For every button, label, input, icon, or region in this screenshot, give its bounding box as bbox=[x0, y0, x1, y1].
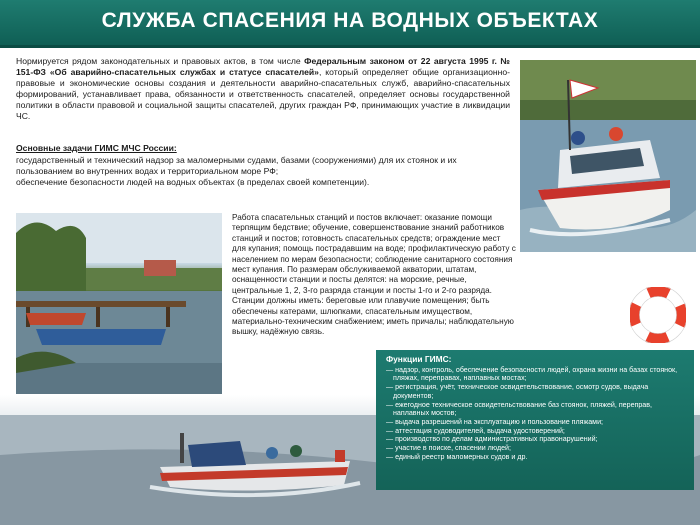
tasks-line-1: государственный и технический надзор за маломерными судами, базами (сооружениями) для их стоянок и их пользованием во внутренних водах и территориальном море РФ; bbox=[16, 154, 457, 176]
functions-title: Функции ГИМС: bbox=[386, 354, 452, 364]
rescue-boat-photo bbox=[520, 60, 696, 252]
functions-item: — выдача разрешений на эксплуатацию и пользование пляжами; bbox=[386, 417, 603, 426]
intro-text-before: Нормируется рядом законодательных и правовых актов, в том числе bbox=[16, 56, 305, 66]
tasks-section bbox=[16, 143, 510, 188]
lifebuoy-icon bbox=[630, 287, 686, 343]
header-banner bbox=[0, 0, 700, 48]
stations-paragraph-1: Работа спасательных станций и постов включает: оказание помощи терпящим бедствие; обучение, совершенствование знаний работников станций и постов; готовность спасательных средств; ограждение мест для купания; помощь пострадавшим на воде; профилактическую работу с населением по мерам безопасности; соблюдение санитарного состояния мест купания. По размерам обслуживаемой акватории, штатам, оснащенности станции и посты делятся: на морские, речные, центральные 1, 2, 3-го разряда станции и посты 1-го и 2-го разряда. bbox=[232, 213, 516, 295]
stations-section bbox=[232, 213, 516, 338]
functions-panel bbox=[376, 350, 694, 490]
page-title: СЛУЖБА СПАСЕНИЯ НА ВОДНЫХ ОБЪЕКТАХ bbox=[101, 9, 599, 32]
functions-item: — единый реестр маломерных судов и др. bbox=[386, 452, 528, 461]
intro-text-after: , который определяет общие организационно-правовые и экономические основы создания и деятельности аварийно-спасательных служб, аварийно-спасательных формирований, устанавливает права, обязанности и ответственность спасателей, определяет основы государственной политики в области правовой и социальной защиты спасателей, других граждан РФ, принимающих участие в ликвидации ЧС. bbox=[16, 66, 510, 121]
tasks-line-2: обеспечение безопасности людей на водных объектах (в пределах своей компетенции). bbox=[16, 176, 370, 187]
pier-photo bbox=[16, 213, 222, 394]
rescue-boat-illustration bbox=[520, 60, 696, 252]
rescue-station-pier-illustration bbox=[16, 213, 222, 394]
functions-item: — участие в поиске, спасении людей; bbox=[386, 444, 511, 453]
intro-paragraph bbox=[16, 56, 510, 121]
functions-item: — ежегодное техническое освидетельствование баз стоянок, пляжей, переправ, наплавных мостов; bbox=[386, 400, 652, 418]
tasks-heading: Основные задачи ГИМС МЧС России: bbox=[16, 143, 177, 153]
functions-item: — аттестация судоводителей, выдача удостоверений; bbox=[386, 426, 565, 435]
stations-paragraph-2: Станции должны иметь: береговые или плавучие помещения; быть обеспечены катерами, шлюпками, спасательным имуществом, материально-техническим снабжением; иметь причалы; наблюдательную вышку, надёжную связь. bbox=[232, 296, 514, 337]
intro-law-reference: Федеральным законом от 22 августа 1995 г. № 151-ФЗ «Об аварийно-спасательных службах и статусе спасателей» bbox=[16, 56, 510, 77]
functions-item: — надзор, контроль, обеспечение безопасности людей, охрана жизни на базах стоянок, пляжах, переправах, наплавных мостах; bbox=[386, 365, 678, 383]
functions-item: — регистрация, учёт, техническое освидетельствование, осмотр судов, выдача документов; bbox=[386, 383, 649, 400]
functions-item: — производство по делам административных правонарушений; bbox=[386, 435, 598, 444]
